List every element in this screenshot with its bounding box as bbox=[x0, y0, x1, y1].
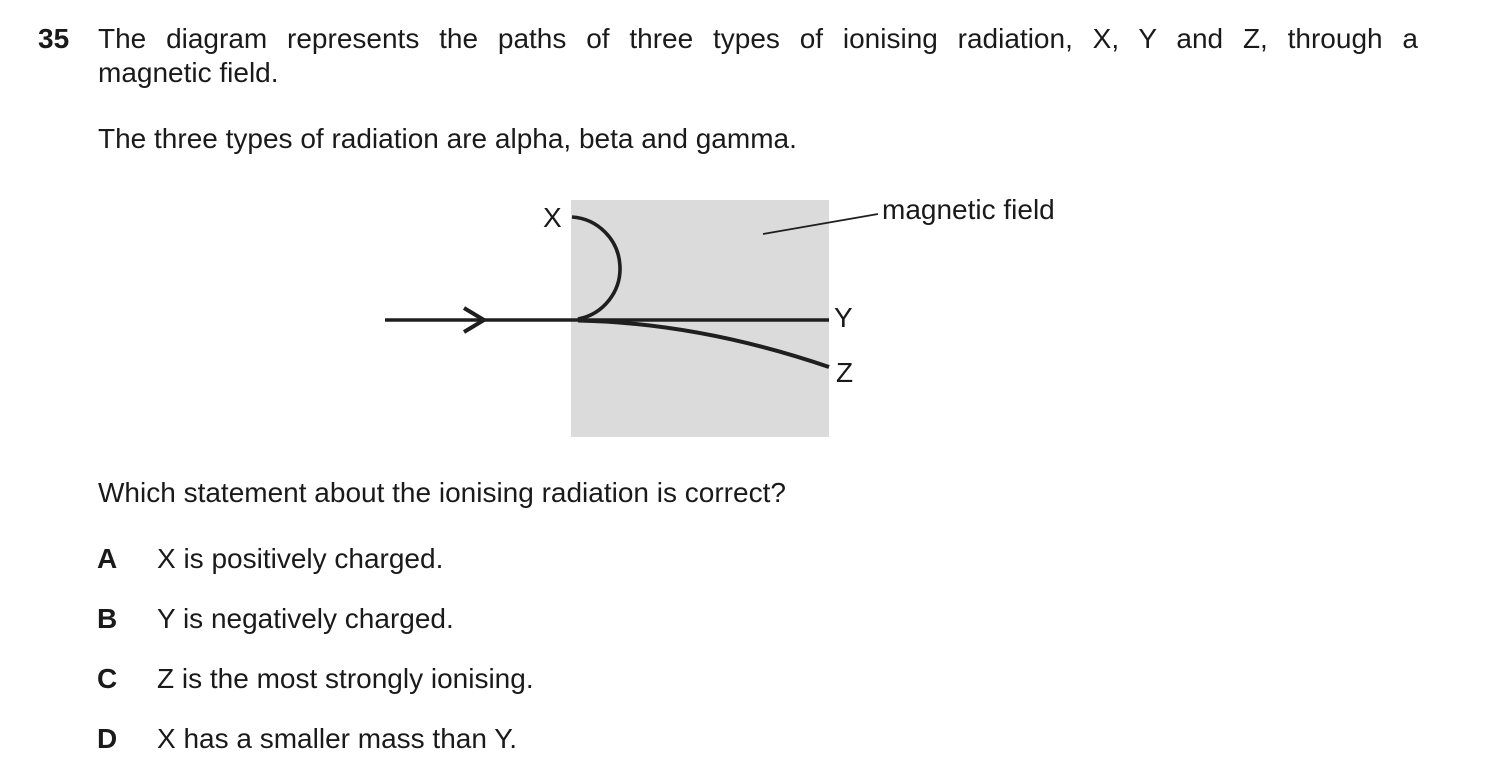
beam-arrowhead-icon bbox=[464, 308, 484, 332]
question-stem-line2: magnetic field. bbox=[98, 57, 279, 88]
path-label-x: X bbox=[543, 202, 562, 233]
option-row-b bbox=[97, 602, 1297, 636]
option-row-c bbox=[97, 662, 1297, 696]
option-row-d bbox=[97, 722, 1297, 756]
question-stem bbox=[98, 22, 1418, 90]
option-letter-b: B bbox=[97, 603, 118, 634]
option-letter-d: D bbox=[97, 723, 118, 754]
option-letter-c: C bbox=[97, 663, 118, 694]
path-label-y: Y bbox=[834, 302, 853, 333]
magnetic-field-label: magnetic field bbox=[882, 194, 1055, 225]
question-number: 35 bbox=[38, 23, 70, 54]
option-text-c: Z is the most strongly ionising. bbox=[157, 663, 534, 694]
question-prompt: Which statement about the ionising radiation is correct? bbox=[98, 477, 786, 508]
question-stem-line1: The diagram represents the paths of three types of ionising radiation, X, Y and Z, through a bbox=[98, 23, 1418, 54]
option-letter-a: A bbox=[97, 543, 118, 574]
magnetic-field-region bbox=[571, 200, 829, 437]
option-text-b: Y is negatively charged. bbox=[157, 603, 454, 634]
option-text-d: X has a smaller mass than Y. bbox=[157, 723, 518, 754]
option-row-a bbox=[97, 542, 1297, 576]
path-label-z: Z bbox=[836, 357, 854, 388]
question-subtext: The three types of radiation are alpha, beta and gamma. bbox=[98, 123, 797, 154]
option-text-a: X is positively charged. bbox=[157, 543, 444, 574]
